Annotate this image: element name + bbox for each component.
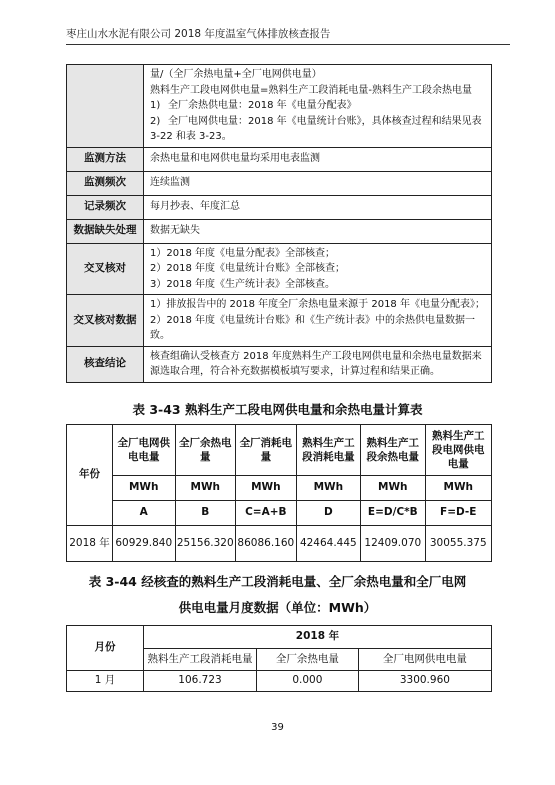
row-label: 监测频次 <box>67 171 144 195</box>
column-header: 全厂电网供电电量 <box>358 649 491 671</box>
formula-cell: E=D/C*B <box>361 501 425 526</box>
column-header: 全厂余热电量 <box>175 425 236 476</box>
text-line: 2）2018 年度《电量统计台账》和《生产统计表》中的余热供电量数据一致。 <box>150 314 475 341</box>
page-number: 39 <box>271 722 284 733</box>
text-line: 2）2018 年度《电量统计台账》全部核查； <box>150 263 345 274</box>
verification-table <box>66 64 492 383</box>
unit-cell: MWh <box>175 476 236 501</box>
formula-cell: F=D-E <box>425 501 491 526</box>
year-header: 2018 年 <box>144 626 492 649</box>
table-header-row <box>67 626 492 649</box>
table-row <box>67 65 492 148</box>
monthly-data-table <box>66 625 492 692</box>
formula-cell: D <box>296 501 360 526</box>
month-cell: 1 月 <box>67 671 144 692</box>
year-header: 年份 <box>67 425 113 526</box>
unit-cell: MWh <box>296 476 360 501</box>
row-value <box>144 295 492 347</box>
row-label: 交叉核对数据 <box>67 295 144 347</box>
calculation-table <box>66 424 492 562</box>
table-row <box>67 195 492 219</box>
table-row <box>67 346 492 382</box>
column-header: 熟料生产工段余热电量 <box>361 425 425 476</box>
column-header: 全厂电网供电电量 <box>113 425 176 476</box>
row-label: 记录频次 <box>67 195 144 219</box>
row-label: 交叉核对 <box>67 243 144 295</box>
row-value: 核查组确认受核查方 2018 年度熟料生产工段电网供电量和余热电量数据来源选取合理，符合补充数据模板填写要求，计算过程和结果正确。 <box>144 346 492 382</box>
value-cell: 42464.445 <box>296 526 360 562</box>
list-item: 1) 全厂余热供电量：2018 年《电量分配表》 <box>150 100 357 111</box>
row-value: 余热电量和电网供电量均采用电表监测 <box>144 147 492 171</box>
table-caption: 供电电量月度数据（单位：MWh） <box>178 600 377 615</box>
row-value <box>144 243 492 295</box>
table-row <box>67 171 492 195</box>
value-cell: 3300.960 <box>358 671 491 692</box>
row-label: 核查结论 <box>67 346 144 382</box>
table-row <box>67 243 492 295</box>
unit-cell: MWh <box>361 476 425 501</box>
text-line: 熟料生产工段电网供电量=熟料生产工段消耗电量-熟料生产工段余热电量 <box>150 84 472 96</box>
value-cell: 60929.840 <box>113 526 176 562</box>
unit-cell: MWh <box>113 476 176 501</box>
header-rule <box>66 44 510 45</box>
unit-cell: MWh <box>236 476 297 501</box>
unit-row <box>67 476 492 501</box>
text-line: 1）排放报告中的 2018 年度全厂余热电量来源于 2018 年《电量分配表》； <box>150 299 485 310</box>
column-header: 熟料生产工段消耗电量 <box>144 649 257 671</box>
value-cell: 12409.070 <box>361 526 425 562</box>
column-header: 全厂余热电量 <box>257 649 359 671</box>
table-caption: 表 3-44 经核查的熟料生产工段消耗电量、全厂余热电量和全厂电网 <box>88 574 467 589</box>
column-header: 熟料生产工段电网供电电量 <box>425 425 491 476</box>
column-header: 全厂消耗电量 <box>236 425 297 476</box>
text-line: 量/（全厂余热电量+全厂电网供电量） <box>150 69 322 80</box>
table-header-row <box>67 425 492 476</box>
table-row <box>67 219 492 243</box>
value-cell: 30055.375 <box>425 526 491 562</box>
row-label <box>67 65 144 148</box>
year-cell: 2018 年 <box>67 526 113 562</box>
text-line: 1）2018 年度《电量分配表》全部核查； <box>150 247 335 259</box>
column-header: 熟料生产工段消耗电量 <box>296 425 360 476</box>
table-row <box>67 147 492 171</box>
formula-row <box>67 501 492 526</box>
value-cell: 25156.320 <box>175 526 236 562</box>
value-cell: 0.000 <box>257 671 359 692</box>
row-label: 监测方法 <box>67 147 144 171</box>
text-line: 3）2018 年度《生产统计表》全部核查。 <box>150 278 335 290</box>
table-row <box>67 295 492 347</box>
unit-cell: MWh <box>425 476 491 501</box>
row-value <box>144 65 492 148</box>
formula-cell: A <box>113 501 176 526</box>
row-value: 每月抄表、年度汇总 <box>144 195 492 219</box>
formula-cell: C=A+B <box>236 501 297 526</box>
row-value: 数据无缺失 <box>144 219 492 243</box>
document-header: 枣庄山水水泥有限公司 2018 年度温室气体排放核查报告 <box>66 28 331 40</box>
value-cell: 86086.160 <box>236 526 297 562</box>
value-cell: 106.723 <box>144 671 257 692</box>
list-item: 2) 全厂电网供电量：2018 年《电量统计台账》，具体核查过程和结果见表 3-22 和表 3-23。 <box>150 115 482 142</box>
formula-cell: B <box>175 501 236 526</box>
table-row <box>67 526 492 562</box>
table-row <box>67 671 492 692</box>
table-caption: 表 3-43 熟料生产工段电网供电量和余热电量计算表 <box>132 402 423 417</box>
row-label: 数据缺失处理 <box>67 219 144 243</box>
row-value: 连续监测 <box>144 171 492 195</box>
month-header: 月份 <box>67 626 144 671</box>
